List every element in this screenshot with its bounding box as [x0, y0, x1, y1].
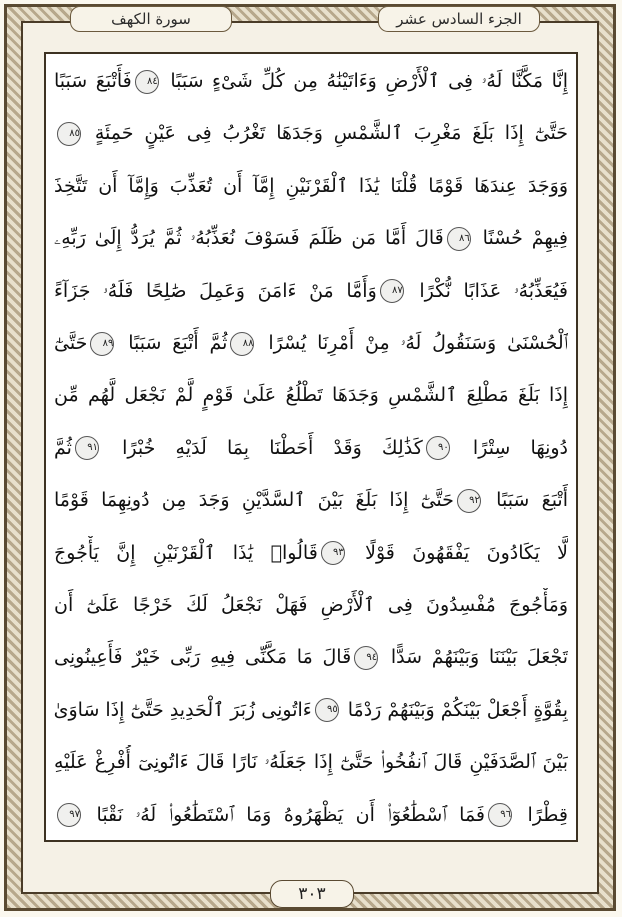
ayah-number-marker: ٩٧ [57, 803, 81, 827]
ayah-number-marker: ٩٤ [354, 646, 378, 670]
verse-line [54, 64, 568, 98]
juz-header: الجزء السادس عشر [378, 6, 540, 32]
verse-text: كَذَٰلِكَ وَقَدْ أَحَطْنَا بِمَا لَدَيْهِ خُبْرًا [101, 436, 423, 459]
verse-line [54, 274, 568, 308]
ayah-number-marker: ٩٦ [488, 803, 512, 827]
verse-text: ءَاتُونِى زُبَرَ ٱلْحَدِيدِ حَتَّىٰٓ إِذَا سَاوَىٰ [54, 698, 312, 721]
verse-text: قَالَ مَا مَكَّنِّى فِيهِ رَبِّى خَيْرٌ فَأَعِينُونِى [54, 646, 352, 669]
verse-text: وَأَمَّا مَنْ ءَامَنَ وَعَمِلَ صَٰلِحًا فَلَهُۥ جَزَآءً [54, 279, 377, 302]
verse-line [54, 431, 568, 465]
ayah-number-marker: ٩٠ [426, 436, 450, 460]
verse-text: تَجْعَلَ بَيْنَنَا وَبَيْنَهُمْ سَدًّا [381, 646, 568, 669]
ayah-number-marker: ٨٤ [135, 70, 159, 94]
verse-text: وَوَجَدَ عِندَهَا قَوْمًا قُلْنَا يَٰذَا ٱلْقَرْنَيْنِ إِمَّآ أَن تُعَذِّبَ وَإِمَّآ أَن تَتَّخِذَ [54, 174, 568, 197]
verse-text: ٱلْحُسْنَىٰ وَسَنَقُولُ لَهُۥ مِنْ أَمْرِنَا يُسْرًا [257, 332, 568, 354]
verse-line [54, 378, 568, 412]
verse-line [54, 116, 568, 150]
verse-text: بِقُوَّةٍ أَجْعَلْ بَيْنَكُمْ وَبَيْنَهُمْ رَدْمًا [341, 698, 568, 721]
verse-text: لَّا يَكَادُونَ يَفْقَهُونَ قَوْلًا [347, 541, 568, 564]
verse-line [54, 326, 568, 360]
verse-text: قَالَ أَمَّا مَن ظَلَمَ فَسَوْفَ نُعَذِّبُهُۥ ثُمَّ يُرَدُّ إِلَىٰ رَبِّهِۦ [54, 227, 444, 250]
ayah-number-marker: ٩٥ [315, 698, 339, 722]
ayah-number-marker: ٩٢ [457, 489, 481, 513]
verse-text: فَمَا ٱسْطَٰعُوٓا۟ أَن يَظْهَرُوهُ وَمَا ٱسْتَطَٰعُوا۟ لَهُۥ نَقْبًا [84, 803, 486, 826]
verse-text: ثُمَّ [54, 436, 72, 459]
verse-line [54, 745, 568, 779]
verse-line [54, 169, 568, 203]
verse-text: قِطْرًا [515, 803, 568, 826]
verse-text: وَمَأْجُوجَ مُفْسِدُونَ فِى ٱلْأَرْضِ فَهَلْ نَجْعَلُ لَكَ خَرْجًا عَلَىٰٓ أَن [54, 594, 568, 616]
verse-line [54, 483, 568, 517]
verse-text: فَأَتْبَعَ سَبَبًا [54, 70, 132, 92]
ayah-number-marker: ٩١ [75, 436, 99, 460]
verse-text: إِنَّا مَكَّنَّا لَهُۥ فِى ٱلْأَرْضِ وَءَاتَيْنَٰهُ مِن كُلِّ شَىْءٍ سَبَبًا [161, 70, 568, 92]
verse-text: أَتْبَعَ سَبَبًا [483, 489, 568, 512]
verse-text: إِذَا بَلَغَ مَطْلِعَ ٱلشَّمْسِ وَجَدَهَا تَطْلُعُ عَلَىٰ قَوْمٍ لَّمْ نَجْعَل لَّهُم مِّن [54, 384, 568, 407]
verse-text: فَيُعَذِّبُهُۥ عَذَابًا نُّكْرًا [406, 279, 568, 302]
ayah-number-marker: ٨٩ [90, 332, 114, 356]
verse-line [54, 588, 568, 622]
ayah-number-marker: ٨٦ [447, 227, 471, 251]
verse-text: بَيْنَ ٱلصَّدَفَيْنِ قَالَ ٱنفُخُوا۟ حَتَّىٰٓ إِذَا جَعَلَهُۥ نَارًا قَالَ ءَاتُونِىٓ أُفْرِغْ عَلَيْهِ [54, 751, 568, 774]
surah-header: سورة الكهف [70, 6, 232, 32]
verse-text: حَتَّىٰٓ إِذَا بَلَغَ مَغْرِبَ ٱلشَّمْسِ وَجَدَهَا تَغْرُبُ فِى عَيْنٍ حَمِئَةٍ [84, 122, 568, 145]
verse-text: حَتَّىٰٓ إِذَا بَلَغَ بَيْنَ ٱلسَّدَّيْنِ وَجَدَ مِن دُونِهِمَا قَوْمًا [54, 489, 454, 512]
verse-text: فِيهِمْ حُسْنًا [473, 227, 568, 250]
verse-text: دُونِهَا سِتْرًا [452, 436, 568, 459]
verse-line [54, 693, 568, 727]
verse-line [54, 536, 568, 570]
quran-text-panel [44, 52, 578, 842]
verse-text: حَتَّىٰٓ [54, 332, 88, 354]
verse-text: قَالُوا۟ يَٰذَا ٱلْقَرْنَيْنِ إِنَّ يَأْجُوجَ [54, 541, 318, 564]
page-number: ٣٠٣ [270, 880, 354, 908]
ayah-number-marker: ٨٨ [230, 332, 254, 356]
verse-line [54, 640, 568, 674]
ayah-number-marker: ٨٧ [380, 279, 404, 303]
verse-line [54, 221, 568, 255]
verse-text: ثُمَّ أَتْبَعَ سَبَبًا [117, 332, 228, 354]
ayah-number-marker: ٨٥ [57, 122, 81, 146]
ayah-number-marker: ٩٣ [321, 541, 345, 565]
verse-line [54, 798, 568, 832]
